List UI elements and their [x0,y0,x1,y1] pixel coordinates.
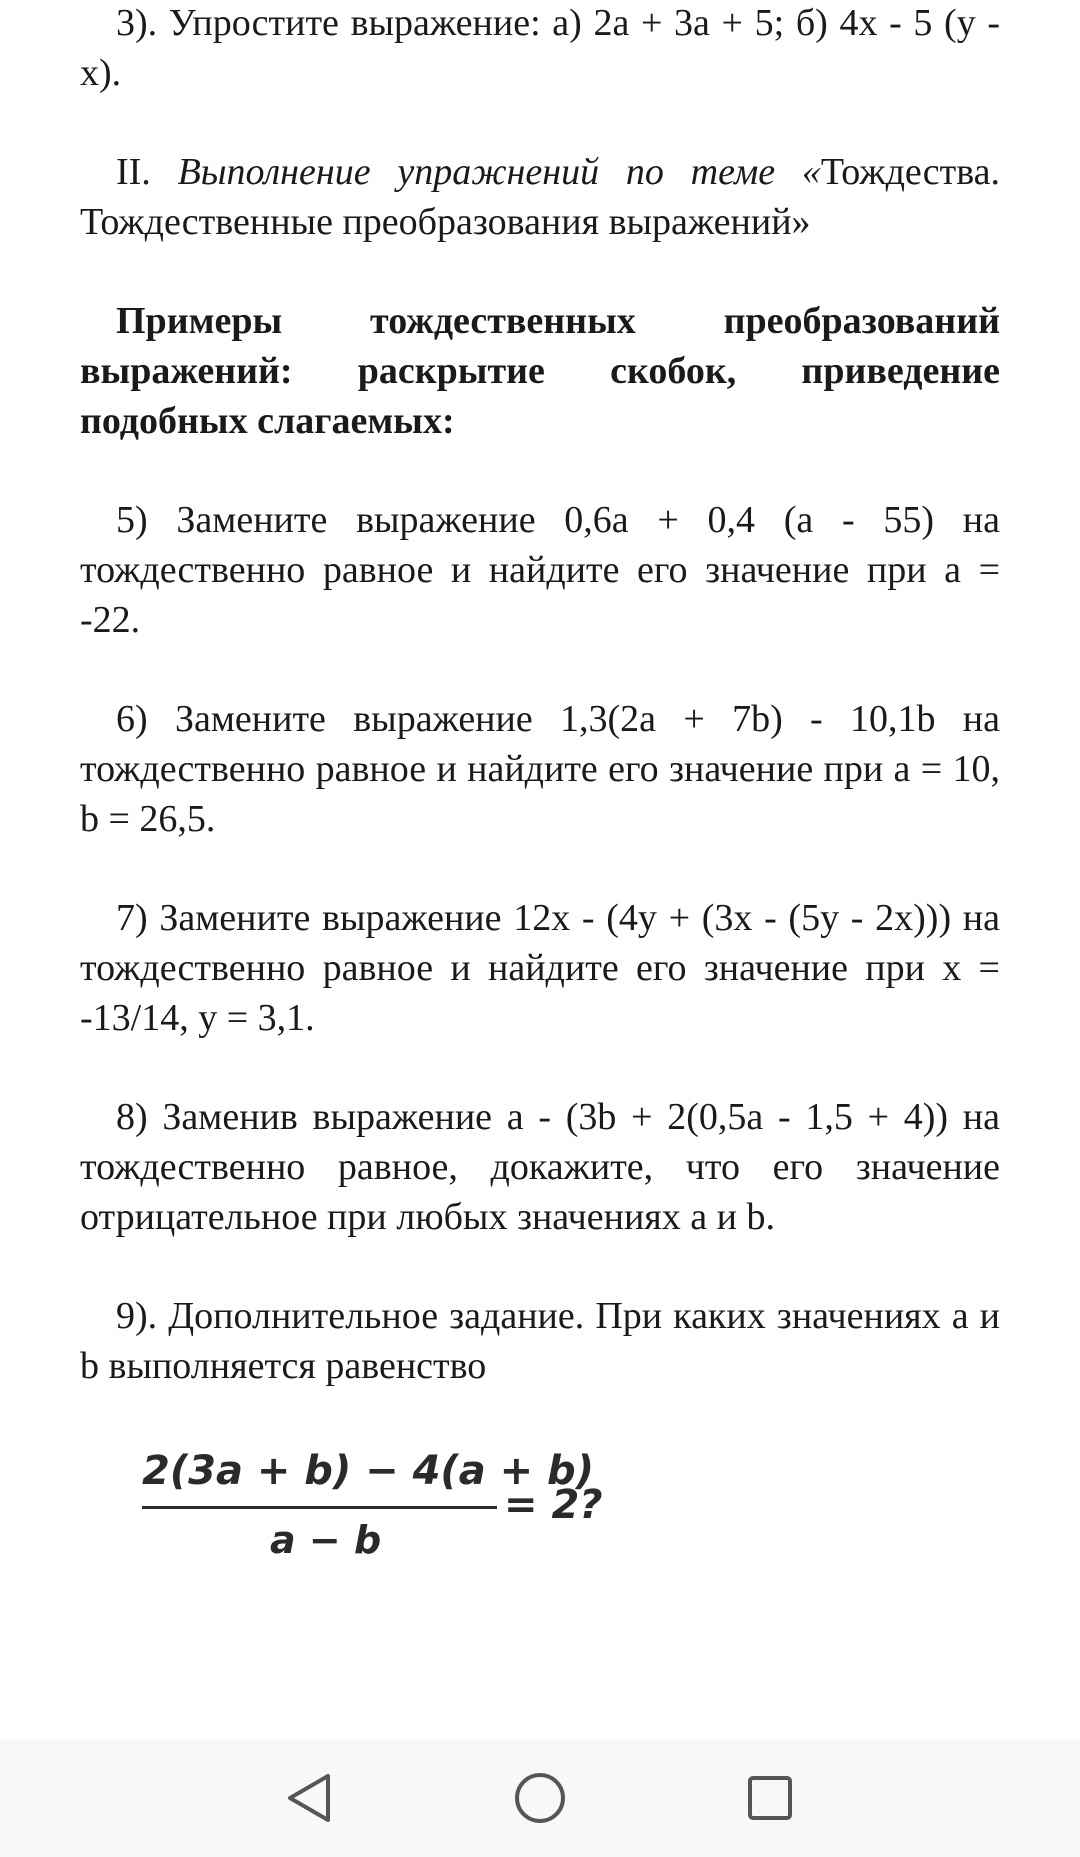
task-8-paragraph: 8) Заменив выражение а - (3b + 2(0,5а - 1,5 + 4)) на тождественно равное, докажите, что его значение отрицательное при любых значениях а и b. [80,1096,1000,1238]
document-body [80,0,1000,1440]
section-2-heading [80,147,1000,247]
task-5-paragraph: 5) Замените выражение 0,6а + 0,4 (а - 55) на тождественно равное и найдите его значение при а = -22. [80,499,1000,641]
back-triangle-icon [280,1768,340,1828]
task-9-paragraph: 9). Дополнительное задание. При каких значениях а и b выполняется равенство [80,1295,1000,1387]
section-2-prefix: II. [116,151,178,193]
formula-rhs: = 2? [504,1482,603,1528]
equation-formula [142,1440,602,1570]
section-2-italic: Выполнение упражнений по теме « [177,151,821,193]
formula-numerator: 2(3a + b) − 4(a + b) [142,1448,594,1494]
examples-heading: Примеры тождественных преобразований выражений: раскрытие скобок, приведение подобных слагаемых: [80,300,1000,442]
home-circle-icon [510,1768,570,1828]
home-button[interactable] [510,1768,570,1828]
back-button[interactable] [280,1768,340,1828]
recent-apps-square-icon [740,1768,800,1828]
fraction-bar [142,1506,497,1509]
task-7-paragraph: 7) Замените выражение 12х - (4у + (3х - (5у - 2х))) на тождественно равное и найдите его значение при х = -13/14, у = 3,1. [80,897,1000,1039]
task-6-paragraph: 6) Замените выражение 1,3(2а + 7b) - 10,1b на тождественно равное и найдите его значение при а = 10, b = 26,5. [80,698,1000,840]
section-2-rest: Тождества. Тождественные преобразования выражений» [80,151,1000,243]
task-3-paragraph: 3). Упростите выражение: а) 2а + 3а + 5; б) 4х - 5 (у - х). [80,2,1000,94]
formula-denominator: a − b [270,1518,382,1562]
system-navigation-bar [0,1740,1080,1857]
recent-apps-button[interactable] [740,1768,800,1828]
